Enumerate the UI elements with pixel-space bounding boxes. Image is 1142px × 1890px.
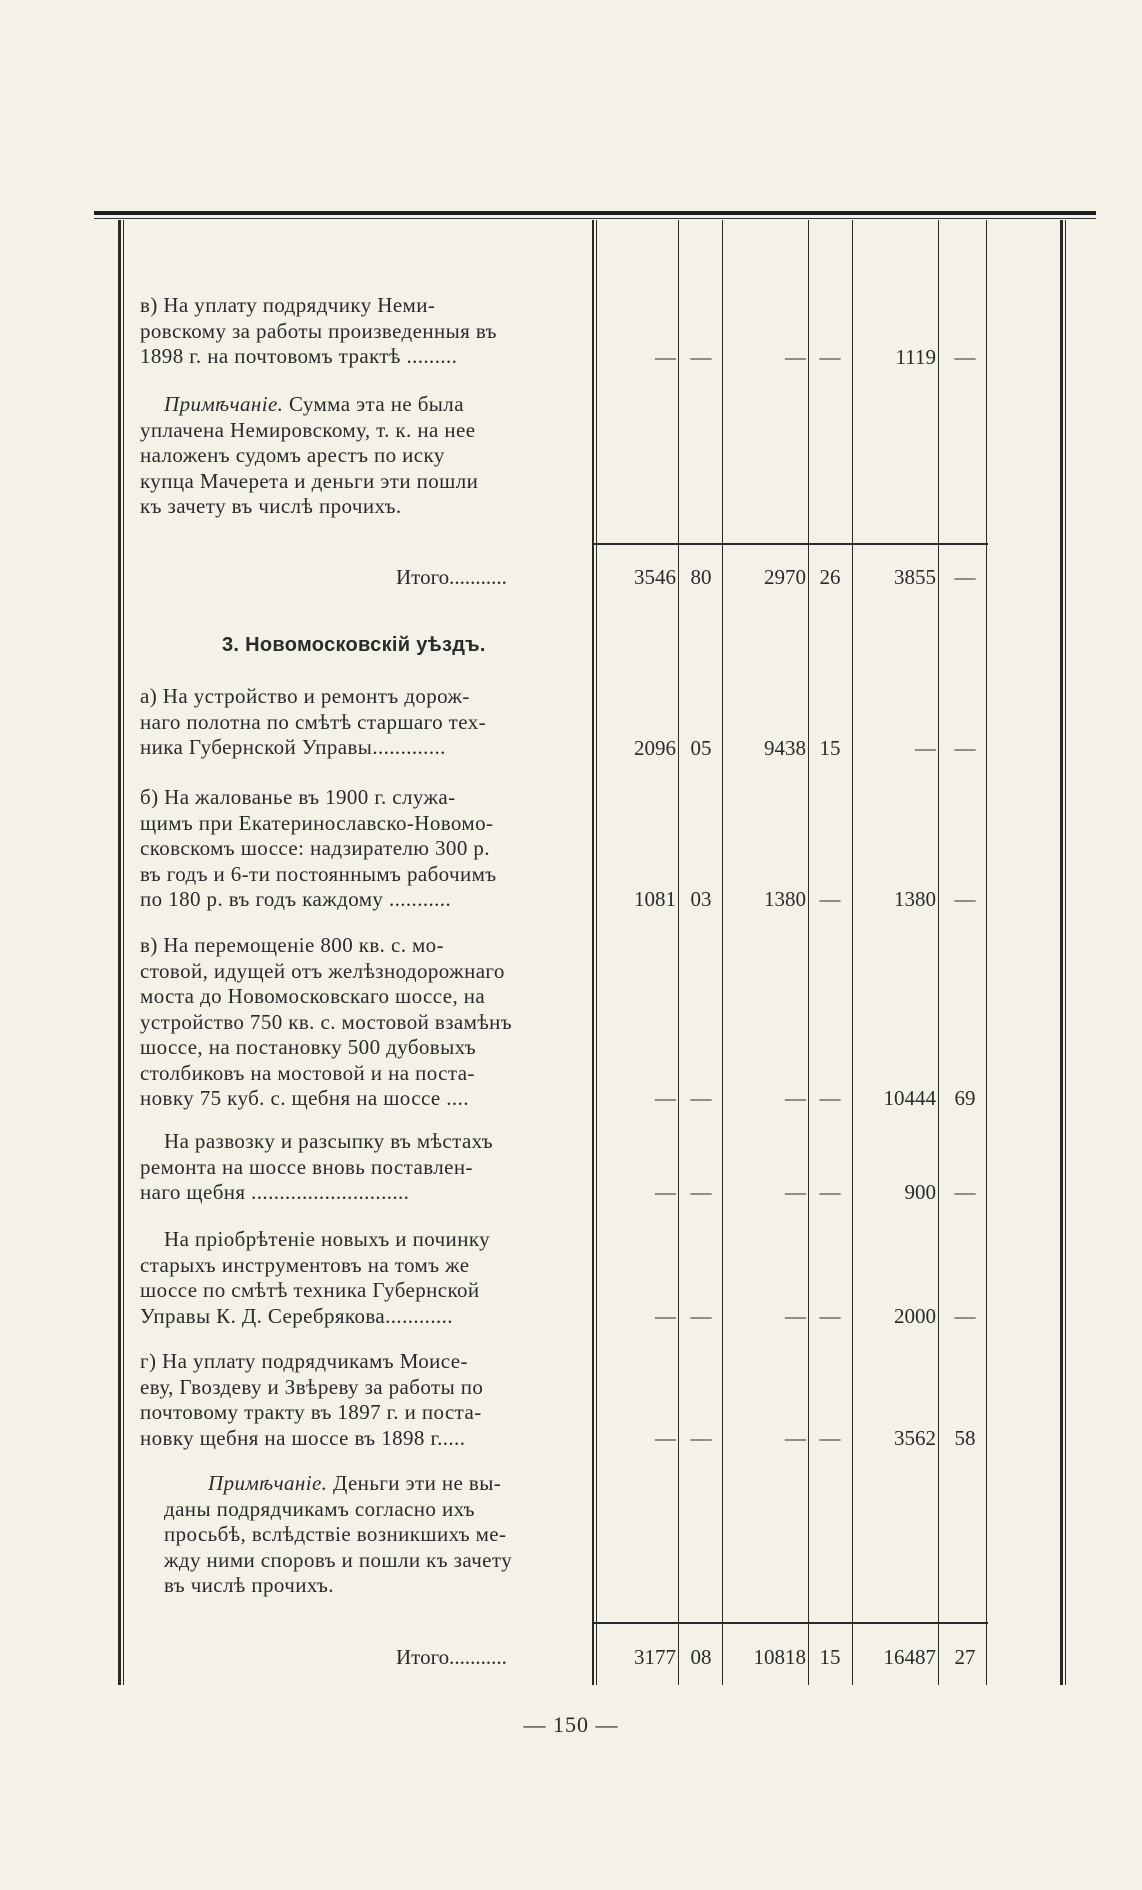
right-border-rule bbox=[1060, 220, 1063, 1685]
total-1-rule bbox=[592, 543, 988, 545]
note-2-continuation: даны подрядчикамъ согласно ихъ просьбѣ, вслѣдствіе возникшихъ ме- жду ними споровъ и пошли къ зачету въ числѣ прочихъ. bbox=[164, 1496, 513, 1597]
entry-instruments-text: старыхъ инструментовъ на томъ же шоссе по смѣтѣ техника Губернской Управы К. Д. Серебрякова............ bbox=[140, 1252, 480, 1328]
column-rule bbox=[938, 220, 939, 1685]
total-1-label: Итого........... bbox=[396, 565, 507, 589]
column-rule bbox=[722, 220, 723, 1685]
entry-b-text: б) На жалованье въ 1900 г. служа- щимъ при Екатеринославско-Новомо- сковскомъ шоссе: надзирателю 300 р. въ годъ и 6-ти постояннымъ рабочимъ по 180 р. въ годъ каждому ........... bbox=[140, 785, 497, 911]
left-border-rule bbox=[118, 220, 121, 1685]
left-border-rule-thin bbox=[123, 220, 124, 1685]
entry-razvozka-text: ремонта на шоссе вновь поставлен- наго щебня ............................ bbox=[140, 1154, 473, 1204]
entry-razvozka-first-line: На развозку и разсыпку въ мѣстахъ bbox=[164, 1129, 494, 1153]
document-page: в) На уплату подрядчику Неми- ровскому за работы произведенныя въ 1898 г. на почтовомъ трактѣ ......... — — — — 1119 — Примѣчаніе. Сумма эта не была уплачена Немировскому, т. к. на нее наложенъ судомъ арестъ по иску купца Мачерета и деньги эти пошли къ зачету въ числѣ прочихъ. Итого........... 3546 80 2970 26 3855 — 3. Новомосковскій уѣздъ. а) На устройство и ремонтъ дорож- наго полотна по смѣтѣ старшаго тех- ника Губернской Управы............. 2096 05 9438 15 — — б) На жалованье въ 1900 г. служа- щимъ при Екатеринославско-Новомо- сковскомъ шоссе: надзирателю 300 р. въ годъ и 6-ти постояннымъ рабочимъ по 180 р. въ годъ каждому ........... 1081 03 1380 — 1380 — в) На перемощеніе 800 кв. с. мо- стовой, идущей отъ желѣзнодорожнаго моста до Новомосковскаго шоссе, на устройство 750 кв. с. мостовой взамѣнъ шоссе, на постановку 500 дубовыхъ столбиковъ на мостовой и на поста- новку 75 куб. с. щебня на шоссе .... — — — — 10444 69 На развозку и разсыпку въ мѣстахъ ремонта на шоссе вновь поставлен- наго щебня ............................ — — — — 900 — На пріобрѣтеніе новыхъ и починку старыхъ инструментовъ на томъ же шоссе по смѣтѣ техника Губернской Управы К. Д. Серебрякова............ — — — — 2000 — г) На уплату подрядчикамъ Моисе- еву, Гвоздеву и Звѣреву за работы по почтовому тракту въ 1897 г. и поста- новку щебня на шоссе въ 1898 г..... — — — — 3562 58 Примѣчаніе. Деньги эти не вы- даны подрядчикамъ согласно ихъ просьбѣ, вслѣдствіе возникшихъ ме- жду ними споровъ и пошли къ зачету въ числѣ прочихъ. Итого........... 3177 08 10818 15 16487 27 — 150 — bbox=[0, 0, 1142, 1890]
column-rule bbox=[592, 220, 594, 1685]
top-rule-thin bbox=[94, 218, 1096, 219]
column-rule bbox=[852, 220, 853, 1685]
total-2-label: Итого........... bbox=[396, 1645, 507, 1669]
column-rule bbox=[986, 220, 987, 1685]
column-rule bbox=[808, 220, 809, 1685]
note-label: Примѣчаніе. bbox=[208, 1471, 328, 1495]
column-rule bbox=[596, 220, 597, 1685]
column-rule bbox=[678, 220, 679, 1685]
note-2-text: Примѣчаніе. Деньги эти не вы- bbox=[208, 1471, 502, 1495]
note-1-text: Примѣчаніе. Сумма эта не была bbox=[164, 392, 464, 416]
entry-g-text: г) На уплату подрядчикамъ Моисе- еву, Гвоздеву и Звѣреву за работы по почтовому тракту въ 1897 г. и поста- новку щебня на шоссе въ 1898 г..... bbox=[140, 1349, 484, 1450]
entry-instruments-first-line: На пріобрѣтеніе новыхъ и починку bbox=[164, 1227, 491, 1251]
entry-v-1898-text: в) На уплату подрядчику Неми- ровскому за работы произведенныя въ 1898 г. на почтовомъ трактѣ ......... bbox=[140, 293, 497, 368]
page-number: — 150 — bbox=[523, 1712, 619, 1737]
top-rule-heavy bbox=[94, 211, 1096, 215]
note-label: Примѣчаніе. bbox=[164, 392, 284, 416]
right-border-rule-thin bbox=[1065, 220, 1066, 1685]
total-2-rule bbox=[592, 1622, 988, 1624]
section-heading: 3. Новомосковскій уѣздъ. bbox=[222, 634, 486, 656]
note-1-continuation: уплачена Немировскому, т. к. на нее наложенъ судомъ арестъ по иску купца Мачерета и деньги эти пошли къ зачету въ числѣ прочихъ. bbox=[140, 417, 479, 518]
entry-a-text: а) На устройство и ремонтъ дорож- наго полотна по смѣтѣ старшаго тех- ника Губернской Управы............. bbox=[140, 684, 487, 759]
entry-v-text: в) На перемощеніе 800 кв. с. мо- стовой, идущей отъ желѣзнодорожнаго моста до Новомосковскаго шоссе, на устройство 750 кв. с. мостовой взамѣнъ шоссе, на постановку 500 дубовыхъ столбиковъ на мостовой и на поста- новку 75 куб. с. щебня на шоссе .... bbox=[140, 933, 513, 1110]
